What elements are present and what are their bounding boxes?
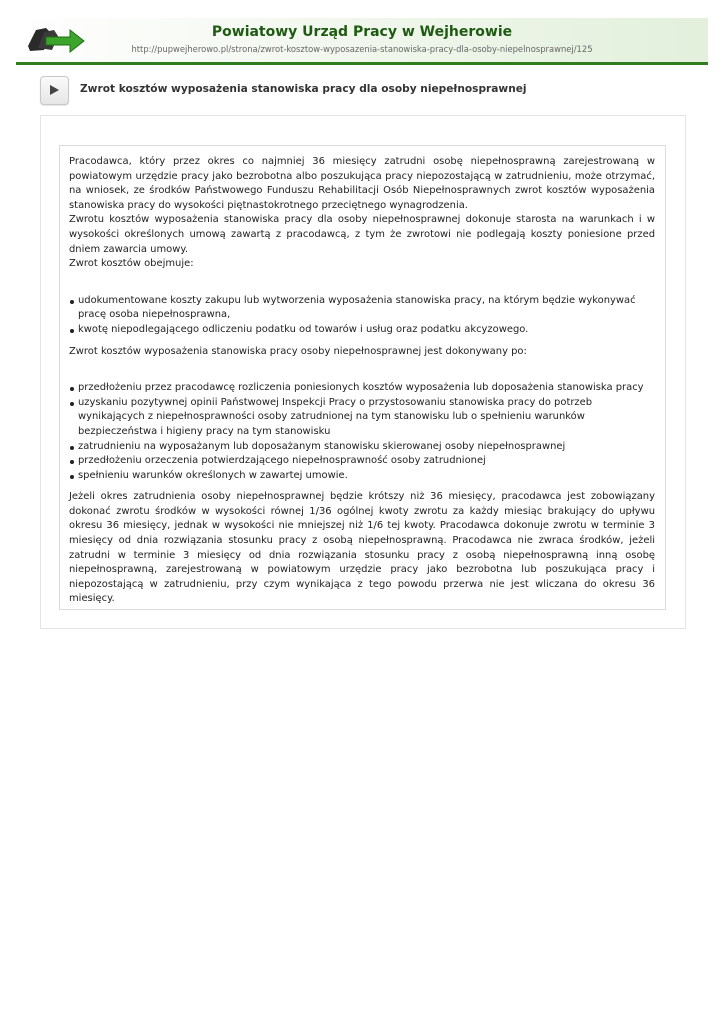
site-title: Powiatowy Urząd Pracy w Wejherowie <box>211 24 513 40</box>
page-heading-row <box>40 76 685 106</box>
list-item: przedłożeniu przez pracodawcę rozliczenia poniesionych kosztów wyposażenia lub doposażenia stanowiska pracy <box>78 381 655 396</box>
list-item: udokumentowane koszty zakupu lub wytworzenia wyposażenia stanowiska pracy, na którym będzie wykonywać pracę osoba niepełnosprawna, <box>78 294 655 323</box>
reimbursement-scope-list <box>69 294 655 338</box>
list-item: spełnieniu warunków określonych w zawartej umowie. <box>78 469 655 484</box>
conditions-list <box>69 381 655 483</box>
list-item: kwotę niepodlegającego odliczeniu podatku od towarów i usług oraz podatku akcyzowego. <box>78 323 655 338</box>
page-title: Zwrot kosztów wyposażenia stanowiska pracy dla osoby niepełnosprawnej <box>80 83 527 95</box>
final-paragraph: Jeżeli okres zatrudnienia osoby niepełnosprawnej będzie krótszy niż 36 miesięcy, pracodawca jest zobowiązany dokonać zwrotu środków w wysokości równej 1/36 ogólnej kwoty zwrotu za każdy miesiąc brakujący do upływu okresu 36 miesięcy, jednak w wysokości nie mniejszej niż 1/6 tej kwoty. Pracodawca dokonuje zwrotu w terminie 3 miesięcy od dnia rozwiązania stosunku pracy z osobą niepełnosprawną. Pracodawca nie zwraca środków, jeżeli zatrudni w terminie 3 miesięcy od dnia rozwiązania stosunku pracy z osobą niepełnosprawną inną osobę niepełnosprawną, zarejestrowaną w powiatowym urzędzie pracy jako bezrobotna lub poszukująca pracy i niepozostającą w zatrudnieniu, przy czym wynikająca z tego powodu przerwa nie jest wliczana do okresu 36 miesięcy. <box>69 491 655 605</box>
intro-paragraph-3: Zwrot kosztów obejmuje: <box>69 258 194 270</box>
middle-paragraph: Zwrot kosztów wyposażenia stanowiska pracy osoby niepełnosprawnej jest dokonywany po: <box>69 345 527 357</box>
intro-paragraph-2: Zwrotu kosztów wyposażenia stanowiska pracy dla osoby niepełnosprawnej dokonuje starosta na warunkach i w wysokości określonych umową zawartą z pracodawcą, z tym że zwrotowi nie podlegają koszty poniesione przed dniem zawarcia umowy. <box>69 214 655 255</box>
list-item: przedłożeniu orzeczenia potwierdzającego niepełnosprawność osoby zatrudnionej <box>78 454 655 469</box>
site-header <box>16 18 708 65</box>
article-content <box>69 155 655 607</box>
list-item: zatrudnieniu na wyposażanym lub doposażanym stanowisku skierowanej osoby niepełnosprawnej <box>78 440 655 455</box>
page-url: http://pupwejherowo.pl/strona/zwrot-kosztow-wyposazenia-stanowiska-pracy-dla-osoby-niepelnosprawnej/125 <box>131 44 593 54</box>
play-arrow-icon[interactable] <box>40 76 69 105</box>
intro-paragraph-1: Pracodawca, który przez okres co najmniej 36 miesięcy zatrudni osobę niepełnosprawną zarejestrowaną w powiatowym urzędzie pracy jako bezrobotna albo poszukująca pracy niepozostającą w zatrudnieniu, może otrzymać, na wniosek, ze środków Państwowego Funduszu Rehabilitacji Osób Niepełnosprawnych zwrot kosztów wyposażenia stanowiska pracy do wysokości piętnastokrotnego przeciętnego wynagrodzenia. <box>69 156 655 211</box>
list-item: uzyskaniu pozytywnej opinii Państwowej Inspekcji Pracy o przystosowaniu stanowiska pracy do potrzeb wynikających z niepełnosprawności osoby zatrudnionej na tym stanowisku lub o spełnieniu warunków bezpieczeństwa i higieny pracy na tym stanowisku <box>78 396 655 440</box>
